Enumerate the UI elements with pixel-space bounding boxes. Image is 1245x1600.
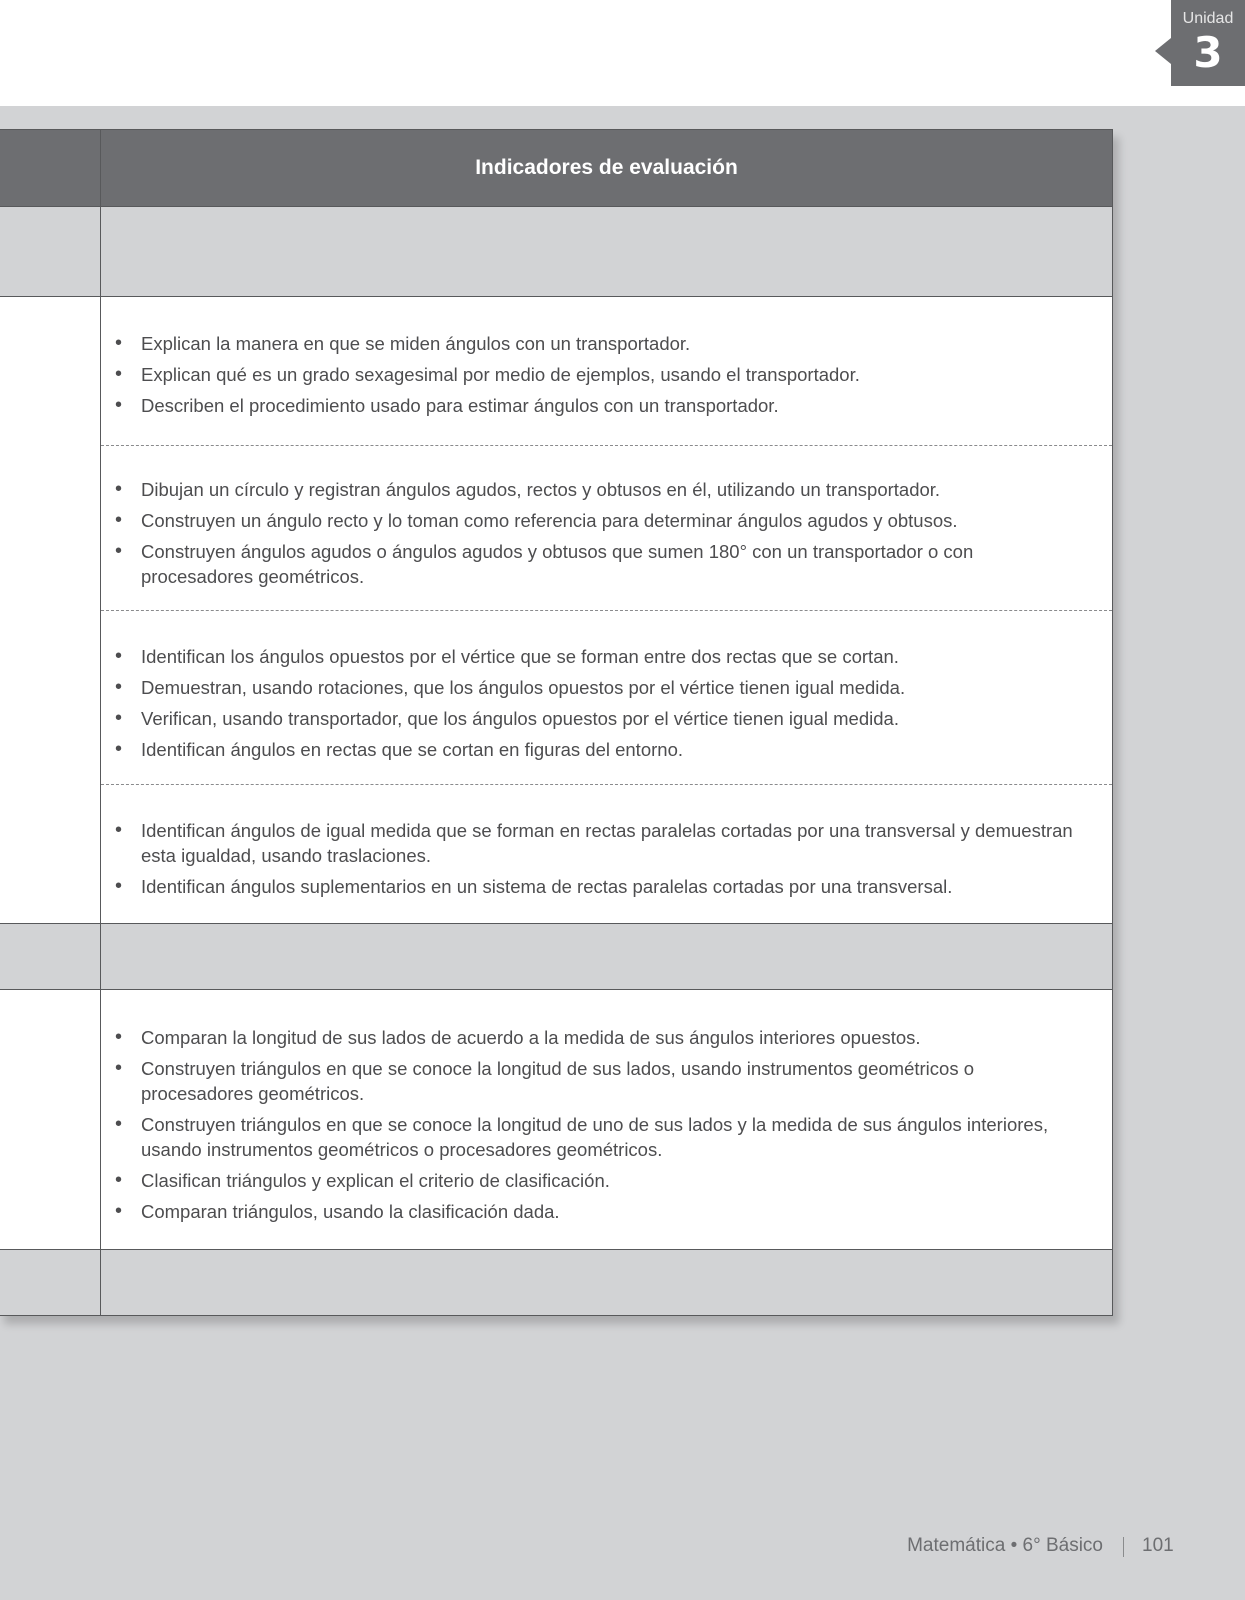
indicator-list xyxy=(101,1025,1112,1224)
indicator-list xyxy=(101,818,1112,899)
table-header-left-cell xyxy=(0,130,101,206)
shaded-left-cell xyxy=(0,207,101,296)
table-row xyxy=(0,297,1112,924)
unit-number: 3 xyxy=(1193,28,1223,77)
indicator-item: • Construyen ángulos agudos o ángulos agudos y obtusos que sumen 180° con un transportador o con procesadores geométricos. xyxy=(141,539,1088,589)
shaded-right-cell xyxy=(101,924,1112,989)
row-left-cell xyxy=(0,297,101,923)
page-number: 101 xyxy=(1142,1535,1174,1556)
table-header-row xyxy=(0,130,1112,207)
indicator-item: • Dibujan un círculo y registran ángulos agudos, rectos y obtusos en él, utilizando un transportador. xyxy=(141,477,1088,502)
indicator-item: • Identifican ángulos suplementarios en un sistema de rectas paralelas cortadas por una transversal. xyxy=(141,874,1088,899)
table-row xyxy=(0,990,1112,1250)
page-footer xyxy=(0,1535,1245,1565)
shaded-right-cell xyxy=(101,1250,1112,1315)
unit-label: Unidad xyxy=(1182,10,1234,27)
unit-tab xyxy=(1171,0,1245,86)
shaded-row xyxy=(0,924,1112,990)
indicator-item: • Explican qué es un grado sexagesimal por medio de ejemplos, usando el transportador. xyxy=(141,362,1088,387)
indicator-list xyxy=(101,477,1112,589)
indicator-item: • Demuestran, usando rotaciones, que los ángulos opuestos por el vértice tienen igual medida. xyxy=(141,675,1088,700)
indicator-item: • Construyen un ángulo recto y lo toman como referencia para determinar ángulos agudos y obtusos. xyxy=(141,508,1088,533)
page-top-margin xyxy=(0,0,1245,106)
indicator-item: • Comparan triángulos, usando la clasificación dada. xyxy=(141,1199,1088,1224)
indicator-item: • Clasifican triángulos y explican el criterio de clasificación. xyxy=(141,1168,1088,1193)
footer-divider xyxy=(1123,1537,1124,1557)
indicator-list xyxy=(101,331,1112,418)
indicator-item: • Describen el procedimiento usado para estimar ángulos con un transportador. xyxy=(141,393,1088,418)
indicator-list xyxy=(101,644,1112,762)
indicator-item: • Construyen triángulos en que se conoce la longitud de sus lados, usando instrumentos geométricos o procesadores geométricos. xyxy=(141,1056,1088,1106)
indicator-item: • Identifican los ángulos opuestos por el vértice que se forman entre dos rectas que se cortan. xyxy=(141,644,1088,669)
indicator-group xyxy=(101,297,1112,446)
indicator-item: • Comparan la longitud de sus lados de acuerdo a la medida de sus ángulos interiores opuestos. xyxy=(141,1025,1088,1050)
row-left-cell xyxy=(0,990,101,1249)
shaded-left-cell xyxy=(0,1250,101,1315)
indicator-group xyxy=(101,611,1112,785)
table-header-title: Indicadores de evaluación xyxy=(475,156,738,179)
shaded-row xyxy=(0,207,1112,297)
indicator-item: • Explican la manera en que se miden ángulos con un transportador. xyxy=(141,331,1088,356)
shaded-right-cell xyxy=(101,207,1112,296)
footer-subject: Matemática • 6° Básico xyxy=(907,1535,1103,1556)
indicator-item: • Identifican ángulos en rectas que se cortan en figuras del entorno. xyxy=(141,737,1088,762)
indicators-cell xyxy=(101,297,1112,923)
shaded-row xyxy=(0,1250,1112,1315)
indicator-group xyxy=(101,990,1112,1250)
indicator-item: • Identifican ángulos de igual medida que se forman en rectas paralelas cortadas por una transversal y demuestran esta igualdad, usando traslaciones. xyxy=(141,818,1088,868)
indicator-item: • Construyen triángulos en que se conoce la longitud de uno de sus lados y la medida de sus ángulos interiores, usando instrumentos geométricos o procesadores geométricos. xyxy=(141,1112,1088,1162)
unit-tab-arrow xyxy=(1155,38,1171,64)
indicators-table xyxy=(0,129,1113,1316)
indicators-cell xyxy=(101,990,1112,1249)
indicator-item: • Verifican, usando transportador, que los ángulos opuestos por el vértice tienen igual medida. xyxy=(141,706,1088,731)
shaded-left-cell xyxy=(0,924,101,989)
indicator-group xyxy=(101,446,1112,611)
indicator-group xyxy=(101,785,1112,924)
